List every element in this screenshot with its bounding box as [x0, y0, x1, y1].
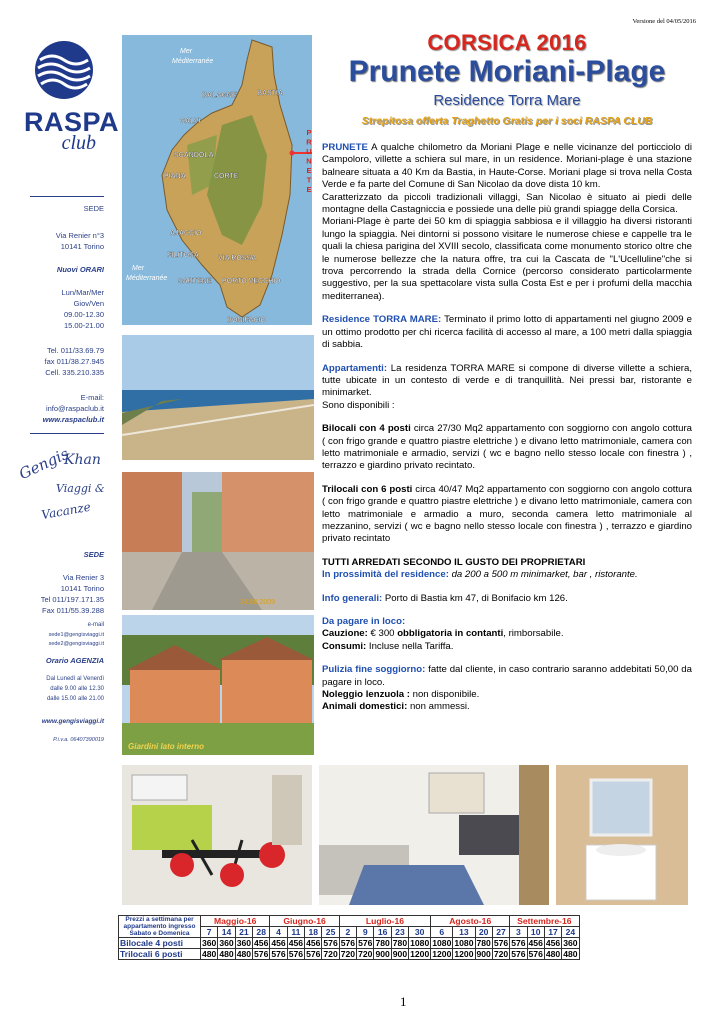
title-line-1: CORSICA 2016	[427, 30, 587, 55]
price-cell: 576	[340, 938, 356, 948]
day-cell: 23	[391, 927, 408, 938]
gk-piva: P.i.v.a. 06407390019	[53, 737, 104, 743]
gk-address-line: 10141 Torino	[60, 584, 104, 593]
hours-line: 09.00-12.30	[63, 310, 104, 319]
price-cell: 456	[545, 938, 561, 948]
price-cell: 480	[545, 949, 561, 959]
price-cell: 1200	[410, 949, 430, 959]
address-line: Via Renier n°3	[55, 231, 104, 240]
price-cell: 480	[236, 949, 252, 959]
price-cell: 360	[202, 938, 217, 948]
paragraph	[322, 616, 692, 653]
animali-text: non ammessi.	[407, 701, 470, 713]
hours-line: 15.00-21.00	[63, 321, 104, 330]
price-cell: 780	[375, 938, 390, 948]
price-cell: 576	[528, 949, 543, 959]
price-cell: 1080	[432, 938, 452, 948]
day-cell: 20	[475, 927, 492, 938]
bathroom-photo	[556, 765, 688, 905]
price-cell: 576	[493, 938, 509, 948]
lead-bilocali: Bilocali con 4 posti	[322, 423, 411, 435]
sede-label: SEDE	[83, 204, 104, 213]
paragraph	[322, 484, 692, 546]
day-cell: 2	[339, 927, 356, 938]
day-cell: 24	[562, 927, 579, 938]
address-line: 10141 Torino	[60, 242, 104, 251]
corsica-map-image	[122, 35, 312, 325]
raspa-logo-icon	[26, 40, 102, 100]
day-cell: 30	[409, 927, 431, 938]
map-place-label: CORTE	[214, 173, 239, 180]
svg-text:Gengis: Gengis	[20, 450, 72, 484]
photo-date: 24.08.2009	[240, 599, 276, 606]
map-place-label: BASTIA	[257, 90, 284, 97]
lead-appartamenti: Appartamenti:	[322, 362, 388, 374]
price-cell: 480	[219, 949, 234, 959]
price-cell: 480	[563, 949, 578, 959]
corsica-map	[122, 35, 312, 325]
map-place-label: PIANA	[164, 173, 186, 180]
text-prunete: A qualche chilometro da Moriani Plage e nelle vicinanze del porticciolo di Campoloro, villette a schiera sul mare, in un residence. Moriani-plage è una stazione balneare situata a 40 Km da Bastia, in Haute-Corse. Moriani plage si trova nella Costa Verde e fa parte del Comune di San Nicolao da dove dista 10 km.	[322, 142, 692, 191]
text-info: Porto di Bastia km 47, di Bonifacio km 126.	[382, 592, 568, 604]
kitchen-photo	[122, 765, 312, 905]
table-row	[119, 938, 580, 949]
animali-label: Animali domestici:	[322, 701, 408, 713]
email-link[interactable]: info@raspaclub.it	[45, 404, 104, 413]
map-place-label: SCANDOLA	[174, 152, 214, 159]
paragraph	[322, 363, 692, 400]
website-link[interactable]: www.raspaclub.it	[42, 415, 104, 424]
price-cell: 456	[528, 938, 543, 948]
gk-website-link[interactable]: www.gengisviaggi.it	[41, 718, 104, 725]
price-cell: 1080	[454, 938, 474, 948]
lead-pulizia: Pulizia fine soggiorno:	[322, 664, 426, 676]
paragraph	[322, 593, 692, 605]
day-cell: 11	[287, 927, 304, 938]
price-cell: 576	[323, 938, 338, 948]
map-place-label: AJACCIO	[170, 230, 202, 237]
gk-email-label: e-mail	[87, 622, 104, 628]
day-cell: 28	[253, 927, 270, 938]
text-appartamenti: La residenza TORRA MARE si compone di diverse villette a schiera, tutte ubicate in un contesto di verde e di tranquillità. Nei pressi bar, ristorante e minimarket.	[322, 362, 692, 399]
price-cell: 360	[236, 938, 252, 948]
main-content	[322, 30, 692, 725]
map-sea-label: Mer	[180, 48, 193, 55]
contact-line: fax 011/38.27.945	[44, 357, 104, 366]
price-cell: 456	[288, 938, 304, 948]
day-cell: 13	[453, 927, 475, 938]
day-cell: 7	[201, 927, 218, 938]
hours-line: Giov/Ven	[73, 299, 104, 308]
table-header-row	[119, 916, 580, 927]
hours-line: Lun/Mar/Mer	[61, 288, 104, 297]
paragraph	[322, 423, 692, 473]
price-cell: 576	[254, 949, 269, 959]
consumi-text: Incluse nella Tariffa.	[366, 640, 454, 652]
price-cell: 456	[254, 938, 269, 948]
paragraph	[322, 557, 692, 582]
price-cell: 360	[219, 938, 234, 948]
month-header: Maggio-16	[201, 916, 270, 927]
brand-sub: club	[61, 132, 96, 154]
price-cell: 720	[358, 949, 373, 959]
paragraph	[322, 142, 692, 192]
gk-hours-line: Dal Lunedì al Venerdì	[46, 676, 104, 682]
price-cell: 900	[476, 949, 491, 959]
price-cell: 720	[323, 949, 338, 959]
price-cell: 1080	[410, 938, 430, 948]
title-line-3: Residence Torra Mare	[433, 92, 581, 109]
row-label: Trilocali 6 posti	[119, 949, 201, 960]
lead-da-pagare: Da pagare in loco:	[322, 616, 406, 627]
garden-photo	[122, 615, 314, 755]
price-cell: 576	[271, 949, 286, 959]
description	[322, 142, 692, 714]
day-cell: 3	[510, 927, 527, 938]
month-header: Luglio-16	[339, 916, 431, 927]
arredati-note: TUTTI ARREDATI SECONDO IL GUSTO DEI PROPRIETARI	[322, 556, 586, 568]
price-cell: 576	[306, 949, 321, 959]
price-cell: 900	[392, 949, 408, 959]
paragraph: Moriani-Plage è parte dei 50 km di spiaggia sabbiosa e il villaggio ha diversi ristoranti lungo la spiaggia. Nei dintorni si possono visitare le numerose chiese e cappelle tra le quali la chiesa parigina del XVIII secolo, classificata come monumento storico oltre che le numerose bellezze che la natura offre, tra cui la Cascata de "L'Ucelluline"che si trova percorrendo la strada della Cornice (percorso considerato particolarmente suggestivo, per la sua spettacolare vista sulla Costa Est e per i profumi della macchia mediterranea).	[322, 216, 692, 302]
text-pulizia: fatte dal cliente, in caso contrario saranno addebitati 50,00 da pagare in loco.	[322, 664, 692, 688]
day-cell: 18	[305, 927, 322, 938]
gk-hours-line: dalle 15.00 alle 21.00	[46, 696, 104, 702]
consumi-label: Consumi:	[322, 640, 367, 652]
price-cell: 1200	[454, 949, 474, 959]
beach-photo	[122, 335, 314, 460]
price-cell: 780	[392, 938, 408, 948]
paragraph	[322, 314, 692, 351]
price-table	[118, 915, 580, 960]
price-cell: 576	[288, 949, 304, 959]
title-line-2: Prunete Moriani-Plage	[348, 55, 666, 88]
cauzione-amount: € 300	[367, 628, 398, 640]
sidebar	[20, 40, 120, 940]
gk-hours-line: dalle 9.00 alle 12.30	[50, 686, 104, 692]
divider	[30, 433, 104, 434]
price-cell: 720	[340, 949, 356, 959]
price-cell: 576	[511, 938, 526, 948]
day-cell: 9	[357, 927, 374, 938]
map-sea-label: Mer	[132, 265, 145, 272]
gk-address-line: Via Renier 3	[62, 573, 104, 582]
price-cell: 480	[202, 949, 217, 959]
price-cell: 780	[476, 938, 491, 948]
lead-residence: Residence TORRA MARE:	[322, 314, 442, 326]
page-number: 1	[400, 994, 407, 1009]
table-row	[119, 949, 580, 960]
text-trilocali: circa 40/47 Mq2 appartamento con soggiorno con angolo cottura ( con frigo grande e quattro piastre elettriche ) e divano letto matrimoniale, camera con letto matrimoniale e armadio a muro, seconda camera letto matrimoniale al mezzanino, servizi ( wc e bagno nello stesso locale con finestra ) , terrazzo e giardino privato recintato	[322, 483, 692, 545]
day-cell: 27	[492, 927, 509, 938]
day-cell: 17	[544, 927, 561, 938]
map-place-label: SARTENE	[178, 278, 212, 285]
map-place-label: VIA ROSSA	[218, 255, 257, 262]
map-place-label: CALVI	[180, 118, 201, 125]
day-cell: 16	[374, 927, 391, 938]
lead-trilocali: Trilocali con 6 posti	[322, 483, 413, 495]
price-cell: 900	[375, 949, 390, 959]
price-cell: 456	[271, 938, 286, 948]
day-cell: 6	[431, 927, 453, 938]
map-place-label: FILITOSA	[167, 252, 199, 259]
gk-sede-label: SEDE	[83, 550, 104, 559]
month-header: Giugno-16	[270, 916, 339, 927]
price-cell: 360	[563, 938, 578, 948]
gk-address-line: Tel 011/197.171.35	[40, 595, 104, 604]
contact-line: Tel. 011/33.69.79	[47, 346, 104, 355]
version-note: Versione del 04/05/2016	[632, 18, 696, 25]
cauzione-bold: obbligatoria in contanti	[397, 628, 504, 640]
hours-title: Nuovi ORARI	[56, 265, 104, 274]
contact-line: Cell. 335.210.335	[45, 368, 104, 377]
map-sea-label: Méditerranée	[126, 275, 168, 282]
price-cell: 576	[511, 949, 526, 959]
day-cell: 25	[322, 927, 339, 938]
map-place-label: PORTO VECCHIO	[222, 278, 281, 285]
lenzuola-text: non disponibile.	[409, 689, 480, 701]
lenzuola-label: Noleggio lenzuola :	[322, 689, 410, 701]
brand-name: RASPA	[24, 107, 120, 137]
price-cell: 576	[358, 938, 373, 948]
svg-text:Vacanze: Vacanze	[40, 499, 92, 523]
table-header-note: Prezzi a settimana per appartamento ingresso Sabato e Domenica	[119, 916, 201, 938]
gk-address-line: Fax 011/55.39.288	[42, 606, 104, 615]
price-cell: 1200	[432, 949, 452, 959]
photo-caption: Giardini lato interno	[128, 742, 205, 751]
paragraph: Caratterizzato da piccoli tradizionali villaggi, San Nicolao è situato ai piedi delle montagne della Castagniccia e possiede una delle più grandi spiagge della Corsica.	[322, 191, 692, 216]
map-place-label: BALAGNE	[202, 92, 237, 99]
price-cell: 720	[493, 949, 509, 959]
map-sea-label: Méditerranée	[172, 58, 214, 65]
cauzione-rest: , rimborsabile.	[503, 628, 564, 640]
text-bilocali: circa 27/30 Mq2 appartamento con soggiorno con angolo cottura ( con frigo grande e quattro piastre elettriche ) e divano letto matrimoniale, camera con letto matrimoniale e armadio, servizi ( wc e bagno nello stesso locale con finestra ) , terrazzo e giardino privato recintato.	[322, 423, 692, 472]
gk-hours-title: Orario AGENZIA	[45, 656, 104, 665]
day-cell: 10	[527, 927, 544, 938]
lead-prunete: PRUNETE	[322, 142, 368, 153]
gengis-khan-logo-icon	[20, 450, 106, 540]
svg-text:Viaggi &: Viaggi &	[56, 482, 105, 495]
divider	[30, 196, 104, 197]
day-cell: 21	[235, 927, 252, 938]
lead-prossimita: In prossimità del residence:	[322, 569, 449, 581]
text-prossimita: da 200 a 500 m minimarket, bar , ristorante.	[448, 569, 638, 581]
month-header: Agosto-16	[431, 916, 510, 927]
gk-email-link[interactable]: sede2@gengisviaggi.it	[48, 641, 104, 647]
villas-path-photo	[122, 472, 314, 610]
lead-info: Info generali:	[322, 592, 383, 604]
svg-text:Khan: Khan	[64, 452, 101, 468]
text-residence: Terminato il primo lotto di appartamenti nel giugno 2009 e un ottimo prodotto per chi ricerca facilità di accesso al mare, a 100 metri dalla spiaggia di sabbia.	[322, 314, 693, 351]
living-room-photo	[319, 765, 549, 905]
email-label: E-mail:	[80, 393, 104, 402]
prunete-vertical-label	[304, 128, 314, 197]
paragraph: Sono disponibili :	[322, 399, 395, 411]
cauzione-label: Cauzione:	[322, 628, 368, 640]
prunete-vertical-text: PRUNETE	[304, 128, 314, 195]
day-cell: 14	[218, 927, 235, 938]
map-place-label: BONIFACIO	[227, 317, 266, 324]
month-header: Settembre-16	[510, 916, 579, 927]
gk-email-link[interactable]: sede1@gengisviaggi.it	[48, 632, 104, 638]
price-cell: 456	[306, 938, 321, 948]
row-label: Bilocale 4 posti	[119, 938, 201, 949]
offer-banner: Strepitosa offerta Traghetto Gratis per i soci RASPA CLUB	[361, 115, 653, 127]
paragraph	[322, 664, 692, 714]
day-cell: 4	[270, 927, 287, 938]
